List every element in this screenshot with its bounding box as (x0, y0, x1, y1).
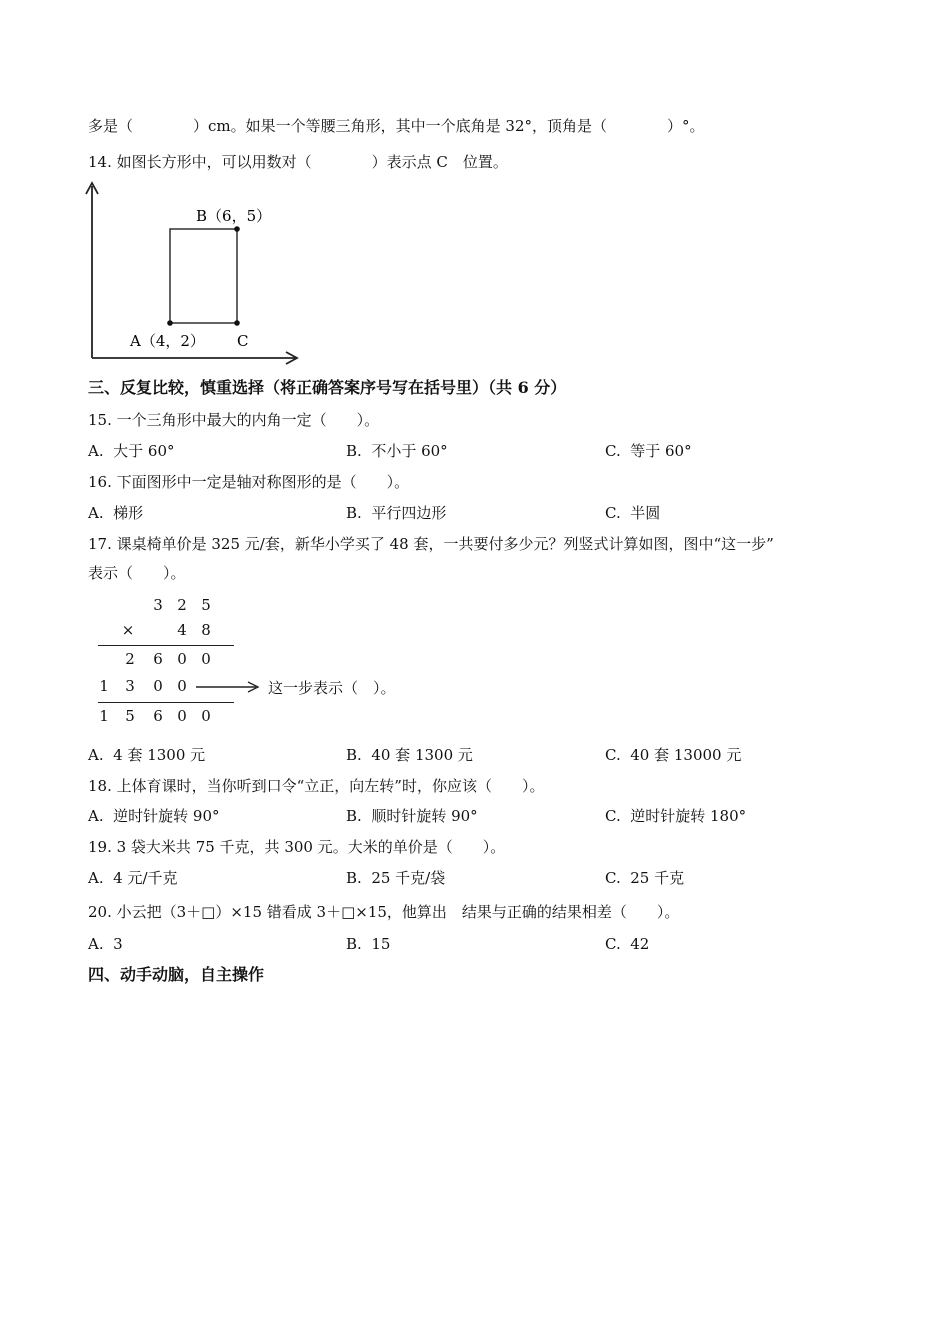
point-b (234, 226, 240, 232)
q19-stem: 19. 3 袋大米共 75 千克，共 300 元。大米的单价是（ ）。 (88, 838, 506, 856)
label-a: A（4，2） (130, 332, 205, 350)
label-c: C (237, 332, 249, 350)
product-rule-2 (98, 702, 234, 703)
q16-option-a: A. 梯形 (88, 504, 144, 522)
q16-option-c: C. 半圆 (605, 504, 661, 522)
label-b: B（6，5） (196, 207, 272, 225)
m-digit: 1 (99, 677, 109, 695)
m-digit: 5 (125, 707, 135, 725)
q18-option-b: B. 顺时针旋转 90° (346, 807, 478, 825)
m-digit: 4 (177, 621, 187, 639)
q17-option-c: C. 40 套 13000 元 (605, 746, 742, 764)
m-digit: 1 (99, 707, 109, 725)
m-digit: 6 (153, 707, 163, 725)
m-digit: 0 (177, 707, 187, 725)
q14-stem: 14. 如图长方形中，可以用数对（ ）表示点 C 位置。 (88, 153, 508, 171)
m-digit: 0 (177, 677, 187, 695)
section-4-title: 四、动手动脑，自主操作 (88, 965, 265, 984)
m-digit: 3 (125, 677, 135, 695)
m-digit: 5 (201, 596, 211, 614)
section-3-title: 三、反复比较，慎重选择（将正确答案序号写在括号里）（共 6 分） (88, 378, 567, 397)
q20-option-b: B. 15 (346, 935, 391, 953)
arrow-label: 这一步表示（ ）。 (268, 679, 396, 697)
m-digit: 8 (201, 621, 211, 639)
m-digit: 3 (153, 596, 163, 614)
m-digit: 2 (125, 650, 135, 668)
q17-option-a: A. 4 套 1300 元 (88, 746, 206, 764)
q20-option-a: A. 3 (88, 935, 123, 953)
q17-option-b: B. 40 套 1300 元 (346, 746, 473, 764)
q15-option-c: C. 等于 60° (605, 442, 692, 460)
q19-option-a: A. 4 元/千克 (88, 869, 178, 887)
m-digit: 2 (177, 596, 187, 614)
q19-option-b: B. 25 千克/袋 (346, 869, 446, 887)
q13-tail-text: 多是（ ）cm。如果一个等腰三角形，其中一个底角是 32°，顶角是（ ）°。 (88, 117, 705, 135)
point-a (167, 320, 173, 326)
q18-option-c: C. 逆时针旋转 180° (605, 807, 747, 825)
point-c (234, 320, 240, 326)
q17-stem-cont: 表示（ ）。 (88, 564, 186, 582)
m-digit: 0 (201, 707, 211, 725)
q16-stem: 16. 下面图形中一定是轴对称图形的是（ ）。 (88, 473, 410, 491)
q15-option-b: B. 不小于 60° (346, 442, 448, 460)
multiply-sign: × (121, 621, 135, 639)
m-digit: 0 (153, 677, 163, 695)
q15-option-a: A. 大于 60° (88, 442, 175, 460)
q20-stem: 20. 小云把（3＋□）×15 错看成 3＋□×15，他算出 结果与正确的结果相差（ ）。 (88, 903, 680, 921)
coordinate-figure (84, 178, 304, 366)
rectangle (170, 229, 237, 323)
arrow-icon (196, 680, 260, 694)
m-digit: 6 (153, 650, 163, 668)
m-digit: 0 (177, 650, 187, 668)
q19-option-c: C. 25 千克 (605, 869, 685, 887)
q18-stem: 18. 上体育课时，当你听到口令“立正，向左转”时，你应该（ ）。 (88, 777, 545, 795)
m-digit: 0 (201, 650, 211, 668)
q16-option-b: B. 平行四边形 (346, 504, 447, 522)
q17-stem: 17. 课桌椅单价是 325 元/套，新华小学买了 48 套，一共要付多少元？列竖式计算如图，图中“这一步” (88, 535, 774, 553)
q15-stem: 15. 一个三角形中最大的内角一定（ ）。 (88, 411, 380, 429)
product-rule-1 (98, 645, 234, 646)
q18-option-a: A. 逆时针旋转 90° (88, 807, 220, 825)
q20-option-c: C. 42 (605, 935, 650, 953)
